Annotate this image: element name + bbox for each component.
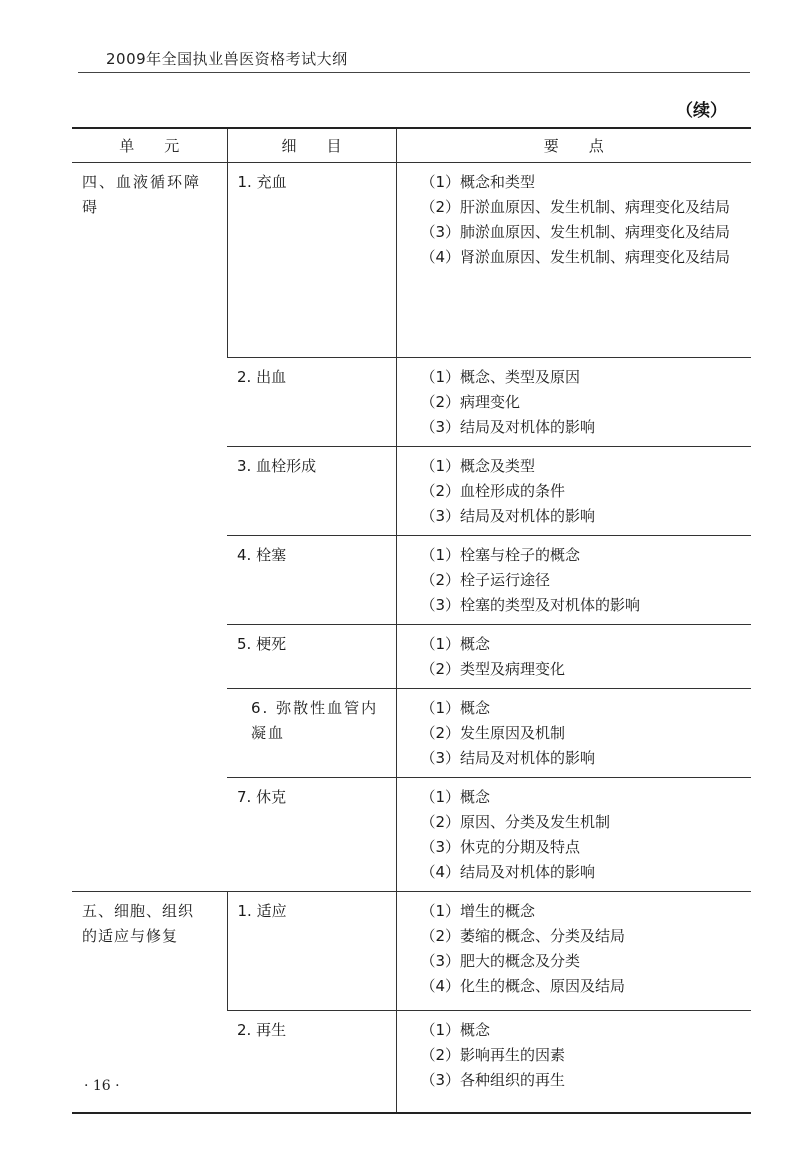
point-text: （4）肾淤血原因、发生机制、病理变化及结局 xyxy=(420,248,731,266)
header-rule xyxy=(78,72,750,73)
points-cell xyxy=(396,536,751,625)
point-text: （1）概念 xyxy=(420,1021,491,1039)
point-text: （3）肺淤血原因、发生机制、病理变化及结局 xyxy=(420,223,731,241)
table-row xyxy=(72,892,751,1011)
point-text: （2）血栓形成的条件 xyxy=(420,482,566,500)
point-text: （3）肥大的概念及分类 xyxy=(420,952,581,970)
item-cell: 2. 出血 xyxy=(227,358,396,447)
point-text: （2）类型及病理变化 xyxy=(420,660,566,678)
point-text: （2）原因、分类及发生机制 xyxy=(420,813,611,831)
item-cell: 5. 梗死 xyxy=(227,625,396,689)
point-text: （4）结局及对机体的影响 xyxy=(420,863,596,881)
item-cell: 1. 充血 xyxy=(227,163,396,358)
table-row xyxy=(72,163,751,358)
points-cell xyxy=(396,625,751,689)
point-text: （1）概念、类型及原因 xyxy=(420,368,581,386)
point-text: （3）结局及对机体的影响 xyxy=(420,749,596,767)
points-cell xyxy=(396,778,751,892)
item-cell: 4. 栓塞 xyxy=(227,536,396,625)
point-text: （2）影响再生的因素 xyxy=(420,1046,566,1064)
point-text: （1）概念 xyxy=(420,699,491,717)
column-header-item: 细 目 xyxy=(227,128,396,163)
point-text: （1）栓塞与栓子的概念 xyxy=(420,546,581,564)
point-text: （2）病理变化 xyxy=(420,393,521,411)
points-cell xyxy=(396,447,751,536)
unit-name: 五、细胞、组织的适应与修复 xyxy=(82,902,195,945)
points-cell xyxy=(396,1011,751,1114)
point-text: （2）发生原因及机制 xyxy=(420,724,566,742)
book-title: 2009年全国执业兽医资格考试大纲 xyxy=(106,50,348,68)
continued-label: （续） xyxy=(676,101,727,121)
unit-name: 四、血液循环障碍 xyxy=(82,173,202,216)
table-header-row xyxy=(72,128,751,163)
item-cell: 2. 再生 xyxy=(227,1011,396,1114)
point-text: （3）栓塞的类型及对机体的影响 xyxy=(420,596,641,614)
unit-cell xyxy=(72,163,227,892)
item-cell: 1. 适应 xyxy=(227,892,396,1011)
point-text: （3）结局及对机体的影响 xyxy=(420,418,596,436)
points-cell xyxy=(396,358,751,447)
item-cell: 7. 休克 xyxy=(227,778,396,892)
syllabus-table xyxy=(72,127,751,1114)
point-text: （1）增生的概念 xyxy=(420,902,536,920)
column-header-points: 要 点 xyxy=(396,128,751,163)
point-text: （1）概念 xyxy=(420,635,491,653)
points-cell xyxy=(396,892,751,1011)
point-text: （2）栓子运行途径 xyxy=(420,571,551,589)
point-text: （3）各种组织的再生 xyxy=(420,1071,566,1089)
point-text: （3）结局及对机体的影响 xyxy=(420,507,596,525)
column-header-unit: 单 元 xyxy=(72,128,227,163)
item-cell: 3. 血栓形成 xyxy=(227,447,396,536)
point-text: （1）概念 xyxy=(420,788,491,806)
point-text: （1）概念和类型 xyxy=(420,173,536,191)
point-text: （4）化生的概念、原因及结局 xyxy=(420,977,626,995)
point-text: （1）概念及类型 xyxy=(420,457,536,475)
item-cell: 6. 弥散性血管内凝血 xyxy=(227,689,396,778)
point-text: （2）萎缩的概念、分类及结局 xyxy=(420,927,626,945)
points-cell xyxy=(396,689,751,778)
point-text: （3）休克的分期及特点 xyxy=(420,838,581,856)
page-number: · 16 · xyxy=(84,1078,120,1094)
point-text: （2）肝淤血原因、发生机制、病理变化及结局 xyxy=(420,198,731,216)
points-cell xyxy=(396,163,751,358)
